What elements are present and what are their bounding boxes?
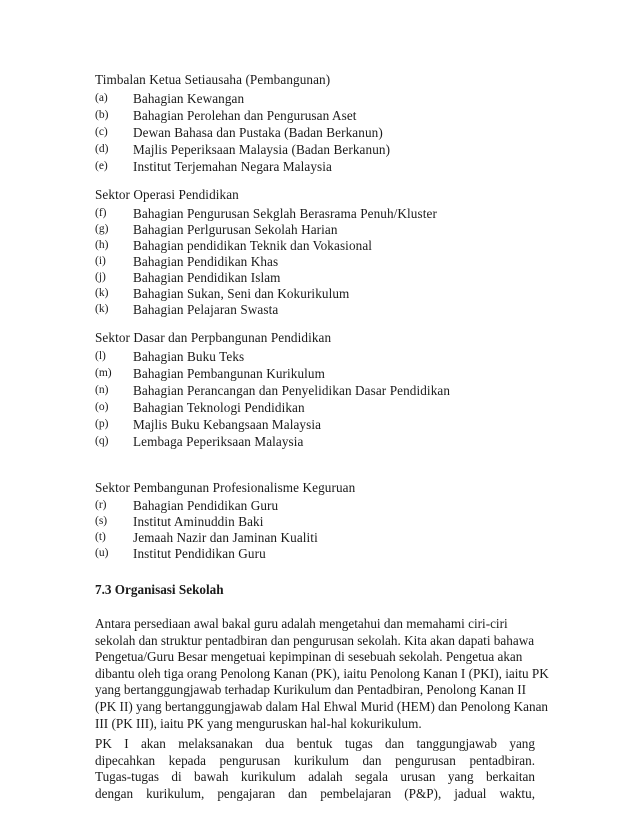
item-text: Bahagian Perancangan dan Penyelidikan Dasar Pendidikan	[133, 383, 451, 398]
item-text: Majlis Buku Kebangsaan Malaysia	[133, 417, 322, 432]
item-label: (k)	[95, 303, 109, 315]
item-label: (j)	[95, 271, 106, 283]
item-label: (o)	[95, 401, 109, 413]
paragraph-2	[95, 736, 535, 802]
group-heading-dasar: Sektor Dasar dan Perpbangunan Pendidikan	[95, 330, 332, 345]
item-text: Bahagian Pelajaran Swasta	[133, 302, 279, 317]
group-heading-profesionalisme: Sektor Pembangunan Profesionalisme Keguruan	[95, 480, 356, 495]
item-text: Institut Terjemahan Negara Malaysia	[133, 159, 332, 174]
item-label: (u)	[95, 547, 109, 559]
group-heading-operasi: Sektor Operasi Pendidikan	[95, 187, 239, 202]
item-text: Bahagian Buku Teks	[133, 349, 245, 364]
paragraph-1	[95, 616, 549, 732]
paragraph-line: (PK II) yang bertanggungjawab dalam Hal Ehwal Murid (HEM) dan Penolong Kanan	[95, 698, 549, 714]
item-label: (g)	[95, 223, 109, 235]
paragraph-line: sekolah dan struktur pentadbiran dan pengurusan sekolah. Kita akan dapati bahawa	[95, 632, 535, 648]
item-text: Bahagian Pendidikan Khas	[133, 254, 279, 269]
item-text: Bahagian Kewangan	[133, 91, 245, 106]
item-text: Lembaga Peperiksaan Malaysia	[133, 434, 304, 449]
paragraph-line: Antara persediaan awal bakal guru adalah mengetahui dan memahami ciri-ciri	[95, 616, 508, 631]
item-label: (b)	[95, 109, 109, 121]
item-text: Bahagian Pengurusan Sekglah Berasrama Penuh/Kluster	[133, 206, 437, 221]
item-label: (e)	[95, 160, 108, 172]
item-text: Bahagian Pendidikan Islam	[133, 270, 281, 285]
item-text: Institut Aminuddin Baki	[133, 514, 264, 529]
item-text: Bahagian Teknologi Pendidikan	[133, 400, 305, 415]
item-label: (r)	[95, 499, 107, 511]
item-text: Majlis Peperiksaan Malaysia (Badan Berkanun)	[133, 142, 391, 157]
item-label: (k)	[95, 287, 109, 299]
section-title: 7.3 Organisasi Sekolah	[95, 582, 224, 597]
item-label: (c)	[95, 126, 108, 138]
item-text: Bahagian Perolehan dan Pengurusan Aset	[133, 108, 357, 123]
item-label: (n)	[95, 384, 109, 396]
item-label: (q)	[95, 435, 109, 447]
paragraph-line: yang bertanggungjawab terhadap Kurikulum dan Pentadbiran, Penolong Kanan II	[95, 682, 527, 698]
item-text: Bahagian Perlgurusan Sekolah Harian	[133, 222, 338, 237]
item-label: (t)	[95, 531, 106, 543]
item-text: Dewan Bahasa dan Pustaka (Badan Berkanun)	[133, 125, 383, 140]
item-text: Bahagian Sukan, Seni dan Kokurikulum	[133, 286, 350, 301]
paragraph-line: Tugas-tugas di bawah kurikulum adalah segala urusan yang berkaitan	[95, 769, 535, 785]
group-heading-pembangunan: Timbalan Ketua Setiausaha (Pembangunan)	[95, 72, 331, 87]
paragraph-line: PK I akan melaksanakan dua bentuk tugas dan tanggungjawab yang	[95, 736, 535, 751]
item-text: Bahagian Pendidikan Guru	[133, 498, 279, 513]
paragraph-line: dengan kurikulum, pengajaran dan pembelajaran (P&P), jadual waktu,	[95, 785, 535, 801]
item-label: (f)	[95, 207, 107, 219]
item-text: Bahagian pendidikan Teknik dan Vokasional	[133, 238, 373, 253]
item-label: (h)	[95, 239, 109, 251]
item-label: (m)	[95, 367, 112, 379]
paragraph-line: dibantu oleh tiga orang Penolong Kanan (PK), iaitu Penolong Kanan I (PKI), iaitu PK	[95, 665, 549, 681]
item-label: (d)	[95, 143, 109, 155]
item-label: (p)	[95, 418, 109, 430]
item-text: Bahagian Pembangunan Kurikulum	[133, 366, 325, 381]
item-label: (a)	[95, 92, 108, 104]
paragraph-line: dipecahkan kepada pengurusan kurikulum dan pengurusan pentadbiran.	[95, 752, 535, 768]
item-text: Jemaah Nazir dan Jaminan Kualiti	[133, 530, 318, 545]
paragraph-line: Pengetua/Guru Besar mengetuai kepimpinan di sesebuah sekolah. Pengetua akan	[95, 649, 523, 665]
paragraph-line: III (PK III), iaitu PK yang menguruskan hal-hal kokurikulum.	[95, 715, 422, 731]
item-text: Institut Pendidikan Guru	[133, 546, 266, 561]
item-label: (s)	[95, 515, 108, 527]
item-label: (l)	[95, 350, 106, 362]
item-label: (i)	[95, 255, 106, 267]
